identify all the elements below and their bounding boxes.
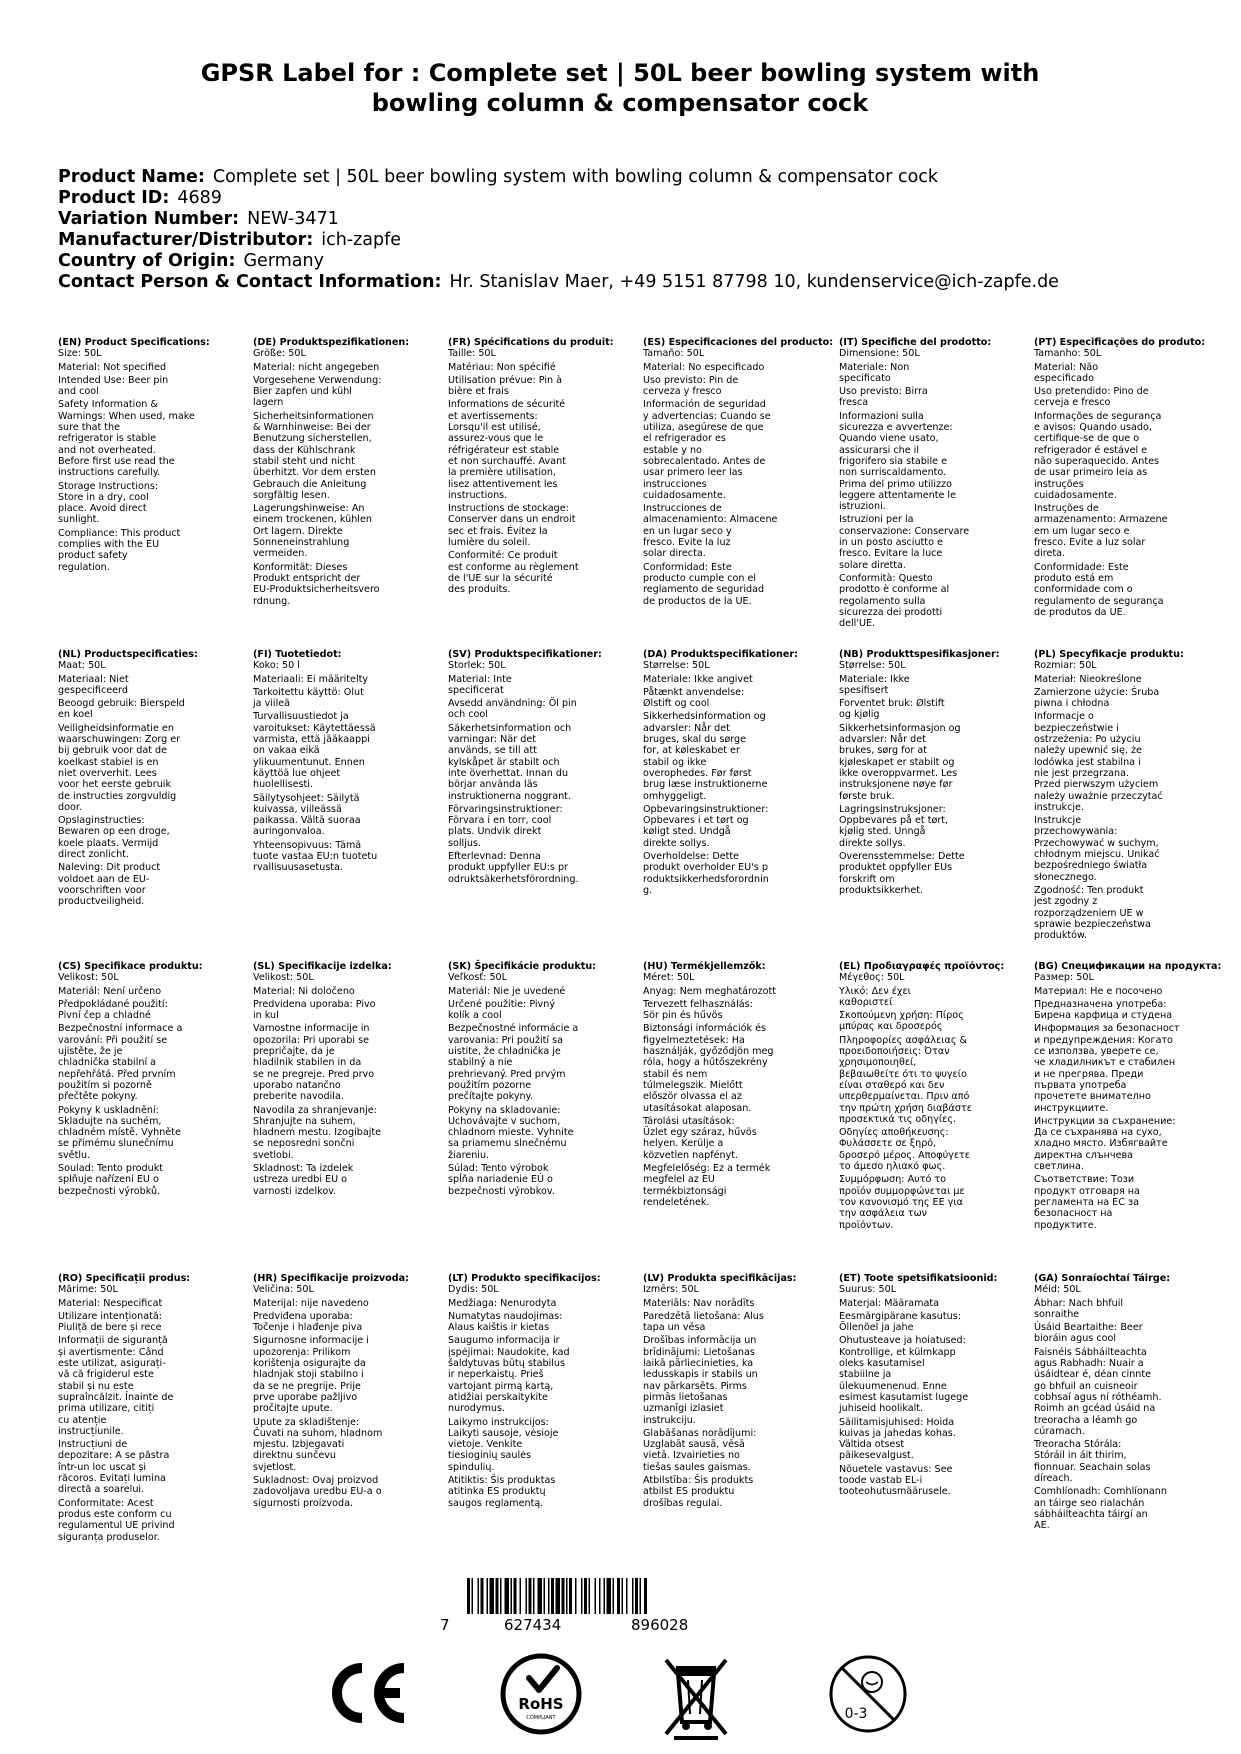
spec-paragraph: Paredzētā lietošana: Alus tapa un vēsa (643, 1310, 764, 1334)
spec-paragraph: Utilizare intenționată: Piuliță de bere și rece (58, 1310, 162, 1334)
spec-paragraph: Numatytas naudojimas: Alaus kaištis ir kietas (448, 1310, 563, 1334)
barcode-digit-left: 7 (440, 1616, 450, 1634)
spec-paragraph: Informações de segurança e avisos: Quando usado, certifique-se de que o refrigerador é estável e não superaquecido. Antes de usar primeiro leia as instruções cuidadosamente. (1034, 410, 1162, 501)
spec-paragraph: Informations de sécurité et avertissements: Lorsqu'il est utilisé, assurez-vous que le réfrigérateur est stable et non surchauffé. Avant la première utilisation, lisez attentivement les instructions. (448, 399, 566, 501)
language-column (448, 337, 638, 598)
spec-paragraph: Materiāls: Nav norādīts (643, 1297, 755, 1309)
info-row-product-name (58, 167, 1208, 188)
language-heading: (SV) Produktspecifikationer: (448, 649, 602, 660)
language-heading: (EN) Product Specifications: (58, 337, 210, 348)
spec-paragraph: Koko: 50 l (253, 660, 300, 672)
spec-paragraph: Vorgesehene Verwendung: Bier zapfen und kühl lagern (253, 374, 382, 409)
language-column (839, 1273, 1029, 1500)
spec-paragraph: Sukladnost: Ovaj proizvod zadovoljava uredbu EU-a o sigurnosti proizvoda. (253, 1475, 382, 1509)
spec-paragraph: Storlek: 50L (448, 660, 506, 672)
spec-paragraph: Dydis: 50L (448, 1284, 499, 1296)
spec-paragraph: Instruções de armazenamento: Armazene em um lugar seco e fresco. Evite a luz solar direta. (1034, 503, 1168, 560)
info-label: Manufacturer/Distributor: (58, 230, 314, 250)
spec-paragraph: Σκοπούμενη χρήση: Πίρος μπύρας και δροσερός (839, 1010, 964, 1033)
info-row-product-id (58, 188, 1208, 209)
spec-paragraph: Materiál: Není určeno (58, 985, 162, 997)
spec-paragraph: Upute za skladištenje: Čuvati na suhom, hladnom mjestu. Izbjegavati direktnu sunčevu svjetlost. (253, 1416, 383, 1473)
spec-paragraph: Uso pretendido: Pino de cerveja e fresco (1034, 386, 1149, 409)
spec-paragraph: Material: nicht angegeben (253, 361, 380, 373)
spec-paragraph: Størrelse: 50L (839, 660, 906, 672)
language-column (58, 1273, 248, 1545)
info-row-contact (58, 272, 1208, 293)
spec-paragraph: Conformità: Questo prodotto è conforme al regolamento sulla sicurezza dei prodotti dell'UE. (839, 572, 950, 630)
spec-paragraph: Lagringsinstruksjoner: Oppbevares på et tørt, kjølig sted. Unngå direkte sollys. (839, 803, 949, 849)
spec-paragraph: Konformität: Dieses Produkt entspricht der EU-Produktsicherheitsvero rdnung. (253, 561, 380, 607)
language-heading: (NL) Productspecificaties: (58, 649, 198, 660)
spec-paragraph: Naleving: Dit product voldoet aan de EU- voorschriften voor productveiligheid. (58, 862, 161, 908)
language-column (643, 337, 833, 609)
language-column (58, 961, 248, 1199)
spec-paragraph: Material: Inte specificerat (448, 673, 512, 696)
spec-paragraph: Beoogd gebruik: Bierspeld en koel (58, 698, 185, 721)
spec-paragraph: Atbilstība: Šis produkts atbilst ES produktu drošības regulai. (643, 1475, 754, 1509)
spec-paragraph: Material: No especificado (643, 361, 765, 373)
spec-paragraph: Conformité: Ce produit est conforme au règlement de l'UE sur la sécurité des produits. (448, 550, 579, 596)
spec-paragraph: Materiaali: Ei määritelty (253, 673, 369, 685)
spec-paragraph: Størrelse: 50L (643, 660, 710, 672)
language-column (1034, 961, 1224, 1233)
spec-paragraph: Treoracha Stórála: Stóráil in áit thirim, fionnuar. Seachain solas díreach. (1034, 1439, 1151, 1485)
language-heading: (DA) Produktspecifikationer: (643, 649, 798, 660)
language-heading: (ES) Especificaciones del producto: (643, 337, 834, 348)
spec-paragraph: Laikymo instrukcijos: Laikyti sausoje, vėsioje vietoje. Venkite tiesioginių saulės spindulių. (448, 1416, 559, 1473)
spec-paragraph: Rozmiar: 50L (1034, 660, 1097, 672)
spec-paragraph: Overensstemmelse: Dette produktet oppfyller EUs forskrift om produktsikkerhet. (839, 851, 965, 896)
language-heading: (PT) Especificações do produto: (1034, 337, 1206, 348)
spec-paragraph: Tamanho: 50L (1034, 348, 1102, 360)
spec-paragraph: Instrucțiuni de depozitare: A se păstra într-un loc uscat și răcoros. Evitați lumina directă a soarelui. (58, 1439, 170, 1496)
language-column (253, 337, 443, 609)
spec-paragraph: Bezpečnostní informace a varování: Při použití se ujistěte, že je chladnička stabilní a nepřehřátá. Před prvním použitím si pozorně přečtěte pokyny. (58, 1023, 183, 1103)
spec-paragraph: Conformidad: Este producto cumple con el reglamento de seguridad de productos de la UE. (643, 561, 765, 607)
spec-paragraph: Opbevaringsinstruktioner: Opbevares i et tørt og køligt sted. Undgå direkte sollys. (643, 803, 769, 849)
spec-paragraph: Materiale: Ikke spesifisert (839, 673, 910, 696)
ce-mark-icon (326, 1662, 410, 1724)
spec-paragraph: Materiál: Nie je uvedené (448, 985, 566, 997)
spec-paragraph: Material: Not specified (58, 361, 167, 373)
spec-paragraph: Bezpečnostné informácie a varovania: Pri použití sa uistite, že chladnička je stabilný a nie prehrievaný. Pred prvým použitím pozorne prečítajte pokyny. (448, 1023, 579, 1103)
spec-paragraph: Πληροφορίες ασφάλειας & προειδοποιήσεις: Όταν χρησιμοποιηθεί, βεβαιωθείτε ότι το ψυγείο είναι σταθερό και δεν υπερθερμαίνεται. Πριν από την πρώτη χρήση διαβάστε προσεκτικά τις οδηγίες. (839, 1034, 972, 1125)
info-label: Variation Number: (58, 209, 240, 229)
spec-paragraph: Predvidena uporaba: Pivo in kul (253, 998, 376, 1022)
barcode-group-2: 896028 (631, 1616, 689, 1634)
spec-paragraph: Veľkosť: 50L (448, 972, 507, 984)
spec-paragraph: Dimensione: 50L (839, 348, 920, 360)
language-heading: (CS) Specifikace produktu: (58, 961, 203, 972)
spec-paragraph: Size: 50L (58, 348, 102, 360)
info-row-manufacturer (58, 230, 1208, 251)
language-heading: (HU) Termékjellemzők: (643, 961, 766, 972)
spec-paragraph: Méret: 50L (643, 972, 695, 984)
info-value: NEW-3471 (247, 209, 339, 229)
language-column (643, 649, 833, 898)
spec-paragraph: Предназначена употреба: Бирена карфица и студена (1034, 998, 1173, 1022)
spec-paragraph: Instructions de stockage: Conserver dans un endroit sec et frais. Évitez la lumière du soleil. (448, 503, 576, 549)
language-heading: (FR) Spécifications du produit: (448, 337, 614, 348)
spec-paragraph: Conformidade: Este produto está em conformidade com o regulamento de segurança de produtos da UE. (1034, 561, 1164, 618)
spec-paragraph: Tárolási utasítások: Üzlet egy száraz, hűvös helyen. Kerülje a közvetlen napfényt. (643, 1115, 757, 1161)
spec-paragraph: Sigurnosne informacije i upozorenja: Prilikom korištenja osigurajte da hladnjak stoji stabilno i da se ne pregrije. Prije prve uporabe pažljivo pročitajte upute. (253, 1335, 369, 1415)
spec-paragraph: Veličina: 50L (253, 1284, 314, 1296)
spec-paragraph: Istruzioni per la conservazione: Conservare in un posto asciutto e fresco. Evitare la luce solare diretta. (839, 514, 970, 571)
spec-paragraph: Material: Não especificado (1034, 361, 1099, 384)
info-value: ich-zapfe (321, 230, 402, 250)
spec-paragraph: Veiligheidsinformatie en waarschuwingen: Zorg er bij gebruik voor dat de koelkast stabiel is en niet oververhit. Lees voor het eerste gebruik de instructies zorgvuldig door. (58, 722, 181, 813)
spec-paragraph: Συμμόρφωση: Αυτό το προϊόν συμμορφώνεται με τον κανονισμό της ΕΕ για την ασφάλεια των προϊόντων. (839, 1174, 965, 1231)
spec-paragraph: Opslaginstructies: Bewaren op een droge, koele plaats. Vermijd direct zonlicht. (58, 815, 170, 861)
language-heading: (LT) Produkto specifikacijos: (448, 1273, 601, 1284)
barcode-icon (467, 1578, 717, 1614)
spec-paragraph: Megfelelőség: Ez a termék megfelel az EU termékbiztonsági rendeletének. (643, 1163, 771, 1208)
spec-paragraph: Förvaringsinstruktioner: Förvara i en torr, cool plats. Undvik direkt solljus. (448, 803, 563, 849)
spec-paragraph: Lagerungshinweise: An einem trockenen, kühlen Ort lagern. Direkte Sonneneinstrahlung vermeiden. (253, 503, 372, 560)
language-heading: (EL) Προδιαγραφές προϊόντος: (839, 961, 1005, 972)
language-heading: (IT) Specifiche del prodotto: (839, 337, 992, 348)
info-row-country (58, 251, 1208, 272)
spec-paragraph: Suurus: 50L (839, 1284, 897, 1296)
info-label: Product ID: (58, 188, 170, 208)
spec-paragraph: Intended Use: Beer pin and cool (58, 374, 169, 398)
info-value: Complete set | 50L beer bowling system with bowling column & compensator cock (212, 167, 939, 187)
language-heading: (HR) Specifikacije proizvoda: (253, 1273, 409, 1284)
info-value: 4689 (177, 188, 222, 208)
info-value: Germany (243, 251, 324, 271)
spec-paragraph: Pokyny na skladovanie: Uchovávajte v suchom, chladnom mieste. Vyhnite sa priamemu slnečnému žiareniu. (448, 1104, 574, 1161)
spec-paragraph: Předpokládané použití: Pivní čep a chladné (58, 998, 168, 1022)
spec-paragraph: Méid: 50L (1034, 1284, 1081, 1296)
spec-paragraph: Glabāšanas norādījumi: Uzglabāt sausā, vēsā vietā. Izvairieties no tiešas saules gaismas. (643, 1427, 757, 1473)
spec-paragraph: Material: Ni določeno (253, 985, 355, 997)
spec-paragraph: Υλικό: Δεν έχει καθοριστεί (839, 985, 911, 1008)
spec-paragraph: Velikost: 50L (58, 972, 119, 984)
product-info (58, 167, 1208, 293)
spec-paragraph: Uso previsto: Birra fresca (839, 386, 928, 409)
spec-paragraph: Säkerhetsinformation och varningar: När det används, se till att kylskåpet är stabilt och inte överhettat. Innan du börjar använda läs instruktionerna noggrant. (448, 722, 572, 802)
spec-paragraph: Faisnéis Sábháilteachta agus Rabhadh: Nuair a úsáidtear é, déan cinnte go bhfuil an cuisneoir cobhsaí agus ní róthéamh. Roimh an gcéad úsáid na treoracha a léamh go cúramach. (1034, 1346, 1162, 1437)
language-column (839, 961, 1029, 1233)
spec-paragraph: Materiał: Nieokreślone (1034, 673, 1142, 685)
spec-paragraph: Yhteensopivuus: Tämä tuote vastaa EU:n tuotetu rvallisuusasetusta. (253, 839, 378, 874)
language-heading: (BG) Спецификации на продукта: (1034, 961, 1222, 972)
info-value: Hr. Stanislav Maer, +49 5151 87798 10, kundenservice@ich-zapfe.de (449, 272, 1059, 292)
spec-paragraph: Storage Instructions: Store in a dry, cool place. Avoid direct sunlight. (58, 480, 159, 526)
spec-paragraph: Úsáid Beartaithe: Beer bioráin agus cool (1034, 1322, 1143, 1345)
spec-paragraph: Compliance: This product complies with the EU product safety regulation. (58, 527, 181, 573)
spec-paragraph: Μέγεθος: 50L (839, 972, 905, 984)
spec-paragraph: Informacje o bezpieczeństwie i ostrzeżenia: Po użyciu należy upewnić się, że lodówka jest stabilna i nie jest przegrzana. Przed pierwszym użyciem należy uważnie przeczytać instrukcje. (1034, 711, 1163, 813)
spec-paragraph: Eesmärgipärane kasutus: Õllenõel ja jahe (839, 1310, 961, 1334)
spec-paragraph: Zgodność: Ten produkt jest zgodny z rozporządzeniem UE w sprawie bezpieczeństwa produktów. (1034, 884, 1151, 942)
spec-paragraph: Größe: 50L (253, 348, 306, 360)
info-label: Contact Person & Contact Information: (58, 272, 442, 292)
spec-paragraph: Ohutusteave ja hoiatused: Kontrollige, et külmkapp oleks kasutamisel stabiilne ja ülekuumenenud. Enne esimest kasutamist lugege juhiseid hoolikalt. (839, 1335, 969, 1415)
language-heading: (FI) Tuotetiedot: (253, 649, 342, 660)
spec-paragraph: Určené použitie: Pivný kolík a cool (448, 998, 555, 1022)
language-column (253, 649, 443, 876)
spec-paragraph: Instrucciones de almacenamiento: Almacene en un lugar seco y fresco. Evite la luz solar directa. (643, 503, 778, 560)
language-column (643, 961, 833, 1210)
spec-paragraph: Skladnost: Ta izdelek ustreza uredbi EU o varnosti izdelkov. (253, 1163, 354, 1197)
spec-paragraph: Zamierzone użycie: Śruba piwna i chłodna (1034, 686, 1160, 710)
spec-paragraph: Sikkerhedsinformation og advarsler: Når det bruges, skal du sørge for, at køleskabet er stabil og ikke overophedes. Før først brug læse instruktionerne omhyggeligt. (643, 711, 768, 802)
spec-paragraph: Anyag: Nem meghatározott (643, 985, 777, 997)
not-for-age-0-3-icon (826, 1652, 910, 1736)
age-label: 0-3 (844, 1706, 868, 1722)
language-column (839, 649, 1029, 898)
spec-paragraph: Sikkerhetsinformasjon og advarsler: Når det brukes, sørg for at kjøleskapet er stabilt og ikke overoppvarmet. Les instruksjonene nøye før første bruk. (839, 722, 961, 802)
spec-paragraph: Informazioni sulla sicurezza e avvertenze: Quando viene usato, assicurarsi che il frigorifero sia stabile e non surriscaldamento. Prima del primo utilizzo leggere attentamente le istruzioni. (839, 410, 956, 513)
spec-paragraph: Размер: 50L (1034, 972, 1094, 984)
spec-paragraph: Tervezett felhasználás: Sör pin és hűvös (643, 998, 753, 1022)
spec-paragraph: Materijal: nije navedeno (253, 1297, 369, 1309)
spec-paragraph: Saugumo informacija ir įspėjimai: Naudokite, kad šaldytuvas būtų stabilus ir neperkaistų. Prieš vartojant pirmą kartą, atidžiai perskaitykite nurodymus. (448, 1335, 570, 1415)
language-column (1034, 1273, 1224, 1534)
spec-paragraph: Materiale: Ikke angivet (643, 673, 753, 685)
spec-paragraph: Materiale: Non specificato (839, 361, 910, 384)
language-column (643, 1273, 833, 1511)
spec-paragraph: Материал: Не е посочено (1034, 985, 1163, 997)
spec-paragraph: Съответствие: Този продукт отговаря на регламента на ЕС за безопасност на продуктите. (1034, 1174, 1140, 1231)
spec-paragraph: Sicherheitsinformationen & Warnhinweise: Bei der Benutzung sicherstellen, dass der Kühlschrank stabil steht und nicht überhitzt. Vor dem ersten Gebrauch die Anleitung sorgfältig lesen. (253, 410, 376, 501)
rohs-label: RoHS (518, 1695, 564, 1713)
barcode-group-1: 627434 (504, 1616, 562, 1634)
spec-paragraph: Velikost: 50L (253, 972, 314, 984)
spec-paragraph: Izmērs: 50L (643, 1284, 699, 1296)
info-row-variation (58, 209, 1208, 230)
spec-paragraph: Informații de siguranță și avertismente: Când este utilizat, asigurați- vă că frigiderul este stabil și nu este supraîncălzit. Înainte de prima utilizare, citiți cu atenție instrucțiunile. (58, 1335, 174, 1437)
spec-paragraph: Comhlíonadh: Comhlíonann an táirge seo rialachán sábháilteachta táirgí an AE. (1034, 1486, 1167, 1532)
language-heading: (RO) Specificații produs: (58, 1273, 191, 1284)
spec-paragraph: Safety Information & Warnings: When used, make sure that the refrigerator is stable and not overheated. Before first use read the instructions carefully. (58, 399, 195, 479)
spec-paragraph: Efterlevnad: Denna produkt uppfyller EU:s pr odruktsäkerhetsförordning. (448, 851, 579, 885)
spec-paragraph: Påtænkt anvendelse: Ølstift og cool (643, 686, 745, 710)
title-line-1: GPSR Label for : Complete set | 50L beer bowling system with (200, 59, 1040, 87)
spec-paragraph: Instrukcje przechowywania: Przechowywać w suchym, chłodnym miejscu. Unikać bezpośredniego światła słonecznego. (1034, 815, 1160, 883)
language-heading: (DE) Produktspezifikationen: (253, 337, 410, 348)
spec-paragraph: Conformitate: Acest produs este conform cu regulamentul UE privind siguranța produselor. (58, 1497, 175, 1543)
spec-paragraph: Инструкции за съхранение: Да се съхранява на сухо, хладно място. Избягвайте директна слънчева светлина. (1034, 1115, 1176, 1173)
spec-paragraph: Atitiktis: Šis produktas atitinka ES produktų saugos reglamentą. (448, 1475, 556, 1509)
spec-paragraph: Navodila za shranjevanje: Shranjujte na suhem, hladnem mestu. Izogibajte se neposredni sončni svetlobi. (253, 1104, 382, 1161)
spec-paragraph: Mărime: 50L (58, 1284, 118, 1296)
spec-paragraph: Информация за безопасност и предупреждения: Когато се използва, уверете се, че хладилникът е стабилен и не прегрява. Преди първата употреба прочетете внимателно инструкциите. (1034, 1023, 1180, 1114)
spec-paragraph: Medžiaga: Nenurodyta (448, 1297, 557, 1309)
info-label: Product Name: (58, 167, 205, 187)
spec-paragraph: Taille: 50L (448, 348, 496, 360)
language-column (448, 961, 638, 1199)
spec-paragraph: Materiaal: Niet gespecificeerd (58, 673, 129, 696)
spec-paragraph: Material: Nespecificat (58, 1297, 163, 1309)
spec-paragraph: Soulad: Tento produkt splňuje nařízení EU o bezpečnosti výrobků. (58, 1163, 164, 1197)
spec-paragraph: Avsedd användning: Öl pin och cool (448, 698, 577, 721)
language-column (58, 337, 248, 575)
language-column (448, 649, 638, 887)
language-heading: (SL) Specifikacije izdelka: (253, 961, 392, 972)
spec-paragraph: Utilisation prévue: Pin à bière et frais (448, 374, 563, 398)
spec-paragraph: Tamaño: 50L (643, 348, 705, 360)
language-heading: (ET) Toote spetsifikatsioonid: (839, 1273, 998, 1284)
spec-paragraph: Biztonsági információk és figyelmeztetések: Ha használják, győződjön meg róla, hogy a hűtőszekrény stabil és nem túlmelegszik. Mielőtt először olvassa el az utasításokat alaposan. (643, 1023, 774, 1114)
language-column (253, 961, 443, 1199)
language-column (1034, 337, 1224, 620)
language-heading: (SK) Špecifikácie produktu: (448, 961, 597, 972)
spec-paragraph: Información de seguridad y advertencias: Cuando se utiliza, asegúrese de que el refrigerador es estable y no sobrecalentado. Antes de usar primero leer las instrucciones cuidadosamente. (643, 399, 771, 501)
spec-paragraph: Materjal: Määramata (839, 1297, 939, 1309)
info-label: Country of Origin: (58, 251, 236, 271)
rohs-icon (499, 1652, 583, 1736)
spec-paragraph: Overholdelse: Dette produkt overholder EU's p roduktsikkerhedsforordnin g. (643, 851, 769, 896)
spec-paragraph: Säilitamisjuhised: Hoida kuivas ja jahedas kohas. Vältida otsest päikesevalgust. (839, 1416, 956, 1462)
spec-paragraph: Pokyny k uskladnění: Skladujte na suchém, chladném místě. Vyhněte se přímému slunečnímu světlu. (58, 1104, 181, 1161)
language-column (58, 649, 248, 910)
language-heading: (LV) Produkta specifikācijas: (643, 1273, 797, 1284)
title-line-2: bowling column & compensator cock (371, 89, 869, 117)
spec-paragraph: Οδηγίες αποθήκευσης: Φυλάσσετε σε ξηρό, δροσερό μέρος. Αποφύγετε το άμεσο ηλιακό φως. (839, 1127, 970, 1173)
language-column (448, 1273, 638, 1511)
language-heading: (NB) Produkttspesifikasjoner: (839, 649, 1000, 660)
spec-paragraph: Drošības informācija un brīdinājumi: Lietošanas laikā pārliecinieties, ka ledusskapis ir stabils un nav pārkarsēts. Pirms pirmās lietošanas uzmanīgi izlasiet instrukciju. (643, 1335, 758, 1426)
language-heading: (GA) Sonraíochtaí Táirge: (1034, 1273, 1171, 1284)
spec-paragraph: Matériau: Non spécifié (448, 361, 556, 373)
spec-paragraph: Ábhar: Nach bhfuil sonraithe (1034, 1297, 1124, 1320)
rohs-sublabel: COMPLIANT (526, 1715, 556, 1721)
weee-bin-icon (656, 1652, 736, 1740)
spec-paragraph: Nõuetele vastavus: See toode vastab EL-i tooteohutusmäärusele. (839, 1463, 953, 1498)
spec-paragraph: Säilytysohjeet: Säilytä kuivassa, viileässä paikassa. Vältä suoraa auringonvaloa. (253, 792, 361, 838)
language-column (839, 337, 1029, 631)
spec-paragraph: Varnostne informacije in opozorila: Pri uporabi se prepričajte, da je hladilnik stabilen in da se ne pregreje. Pred prvo uporabo natančno preberite navodila. (253, 1023, 375, 1103)
spec-paragraph: Maat: 50L (58, 660, 106, 672)
page-title (120, 58, 1120, 118)
spec-paragraph: Turvallisuustiedot ja varoitukset: Käytettäessä varmista, että jääkaappi on vakaa eikä ylikuumentunut. Ennen käyttöä lue ohjeet huolellisesti. (253, 711, 376, 791)
language-heading: (PL) Specyfikacje produktu: (1034, 649, 1184, 660)
spec-paragraph: Uso previsto: Pin de cerveza y fresco (643, 374, 739, 398)
language-column (253, 1273, 443, 1511)
spec-paragraph: Forventet bruk: Ølstift og kjølig (839, 698, 945, 721)
language-column (1034, 649, 1224, 943)
spec-paragraph: Súlad: Tento výrobok spĺňa nariadenie EÚ o bezpečnosti výrobkov. (448, 1163, 555, 1197)
spec-paragraph: Predviđena uporaba: Točenje i hlađenje piva (253, 1310, 363, 1334)
spec-paragraph: Tarkoitettu käyttö: Olut ja viileä (253, 686, 364, 710)
